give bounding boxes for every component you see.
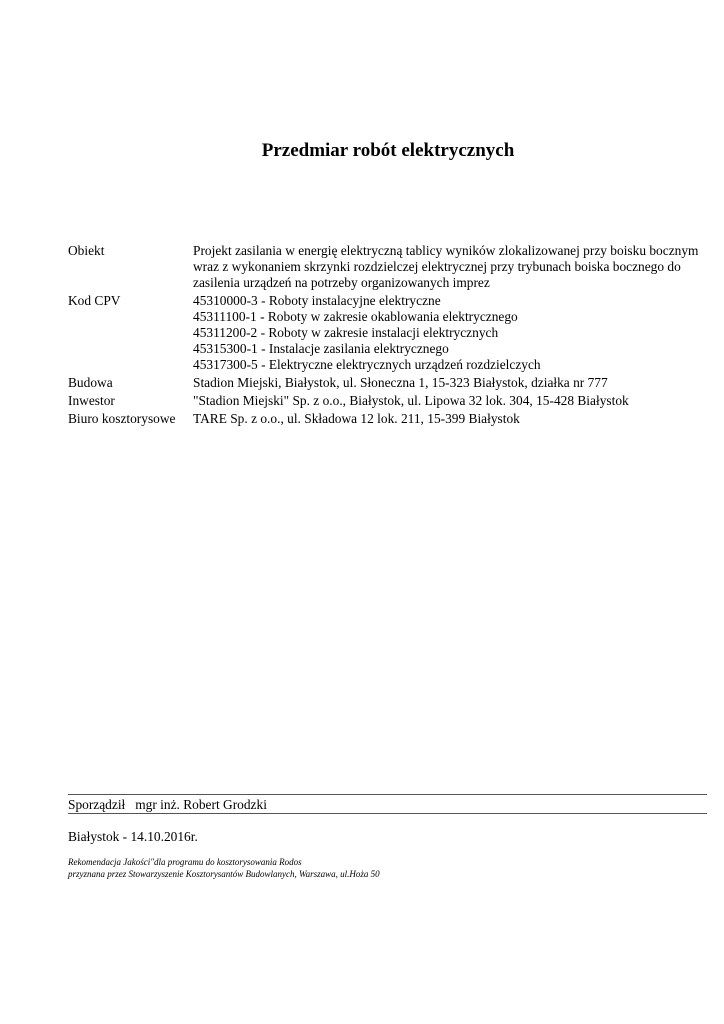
info-row-inwestor: [68, 393, 708, 409]
signature-label: Sporządził: [68, 797, 126, 812]
cpv-code-line: 45310000-3 - Roboty instalacyjne elektryczne: [193, 293, 441, 308]
info-row-kod-cpv: [68, 293, 708, 373]
signature-block: [68, 797, 267, 813]
cpv-code-line: 45311200-2 - Roboty w zakresie instalacji elektrycznych: [193, 325, 499, 340]
inwestor-value: "Stadion Miejski" Sp. z o.o., Białystok, ul. Lipowa 32 lok. 304, 15-428 Białystok: [193, 393, 629, 408]
biuro-value: TARE Sp. z o.o., ul. Składowa 12 lok. 211, 15-399 Białystok: [193, 411, 520, 426]
biuro-label: Biuro kosztorysowe: [68, 411, 176, 426]
obiekt-line: wraz z wykonaniem skrzynki rozdzielczej elektrycznej przy trybunach boiska bocznego do: [193, 259, 681, 274]
obiekt-line: zasilenia urządzeń na potrzeby organizowanych imprez: [193, 275, 490, 290]
obiekt-value: [193, 243, 708, 291]
software-footnote: [68, 856, 380, 880]
kod-cpv-label: Kod CPV: [68, 293, 121, 308]
footnote-line: przyznana przez Stowarzyszenie Kosztorysantów Budowlanych, Warszawa, ul.Hoża 50: [68, 869, 380, 879]
footnote-line: Rekomendacja Jakości"dla programu do kosztorysowania Rodos: [68, 857, 302, 867]
signature-divider-top: [68, 794, 707, 795]
document-title: Przedmiar robót elektrycznych: [261, 140, 515, 161]
project-info-table: [68, 243, 708, 427]
inwestor-label: Inwestor: [68, 393, 115, 408]
kod-cpv-value: [193, 293, 708, 373]
signature-divider-bottom: [68, 813, 707, 814]
info-row-obiekt: [68, 243, 708, 291]
signature-name: mgr inż. Robert Grodzki: [135, 797, 267, 812]
info-row-biuro: [68, 411, 708, 427]
cpv-code-line: 45317300-5 - Elektryczne elektrycznych urządzeń rozdzielczych: [193, 357, 541, 372]
budowa-label: Budowa: [68, 375, 113, 390]
budowa-value: Stadion Miejski, Białystok, ul. Słoneczna 1, 15-323 Białystok, działka nr 777: [193, 375, 608, 390]
cpv-code-line: 45315300-1 - Instalacje zasilania elektrycznego: [193, 341, 449, 356]
cpv-code-line: 45311100-1 - Roboty w zakresie okablowania elektrycznego: [193, 309, 518, 324]
obiekt-line: Projekt zasilania w energię elektryczną tablicy wyników zlokalizowanej przy boisku bocznym: [193, 243, 699, 258]
obiekt-label: Obiekt: [68, 243, 105, 258]
info-row-budowa: [68, 375, 708, 391]
place-and-date: Białystok - 14.10.2016r.: [68, 829, 198, 844]
